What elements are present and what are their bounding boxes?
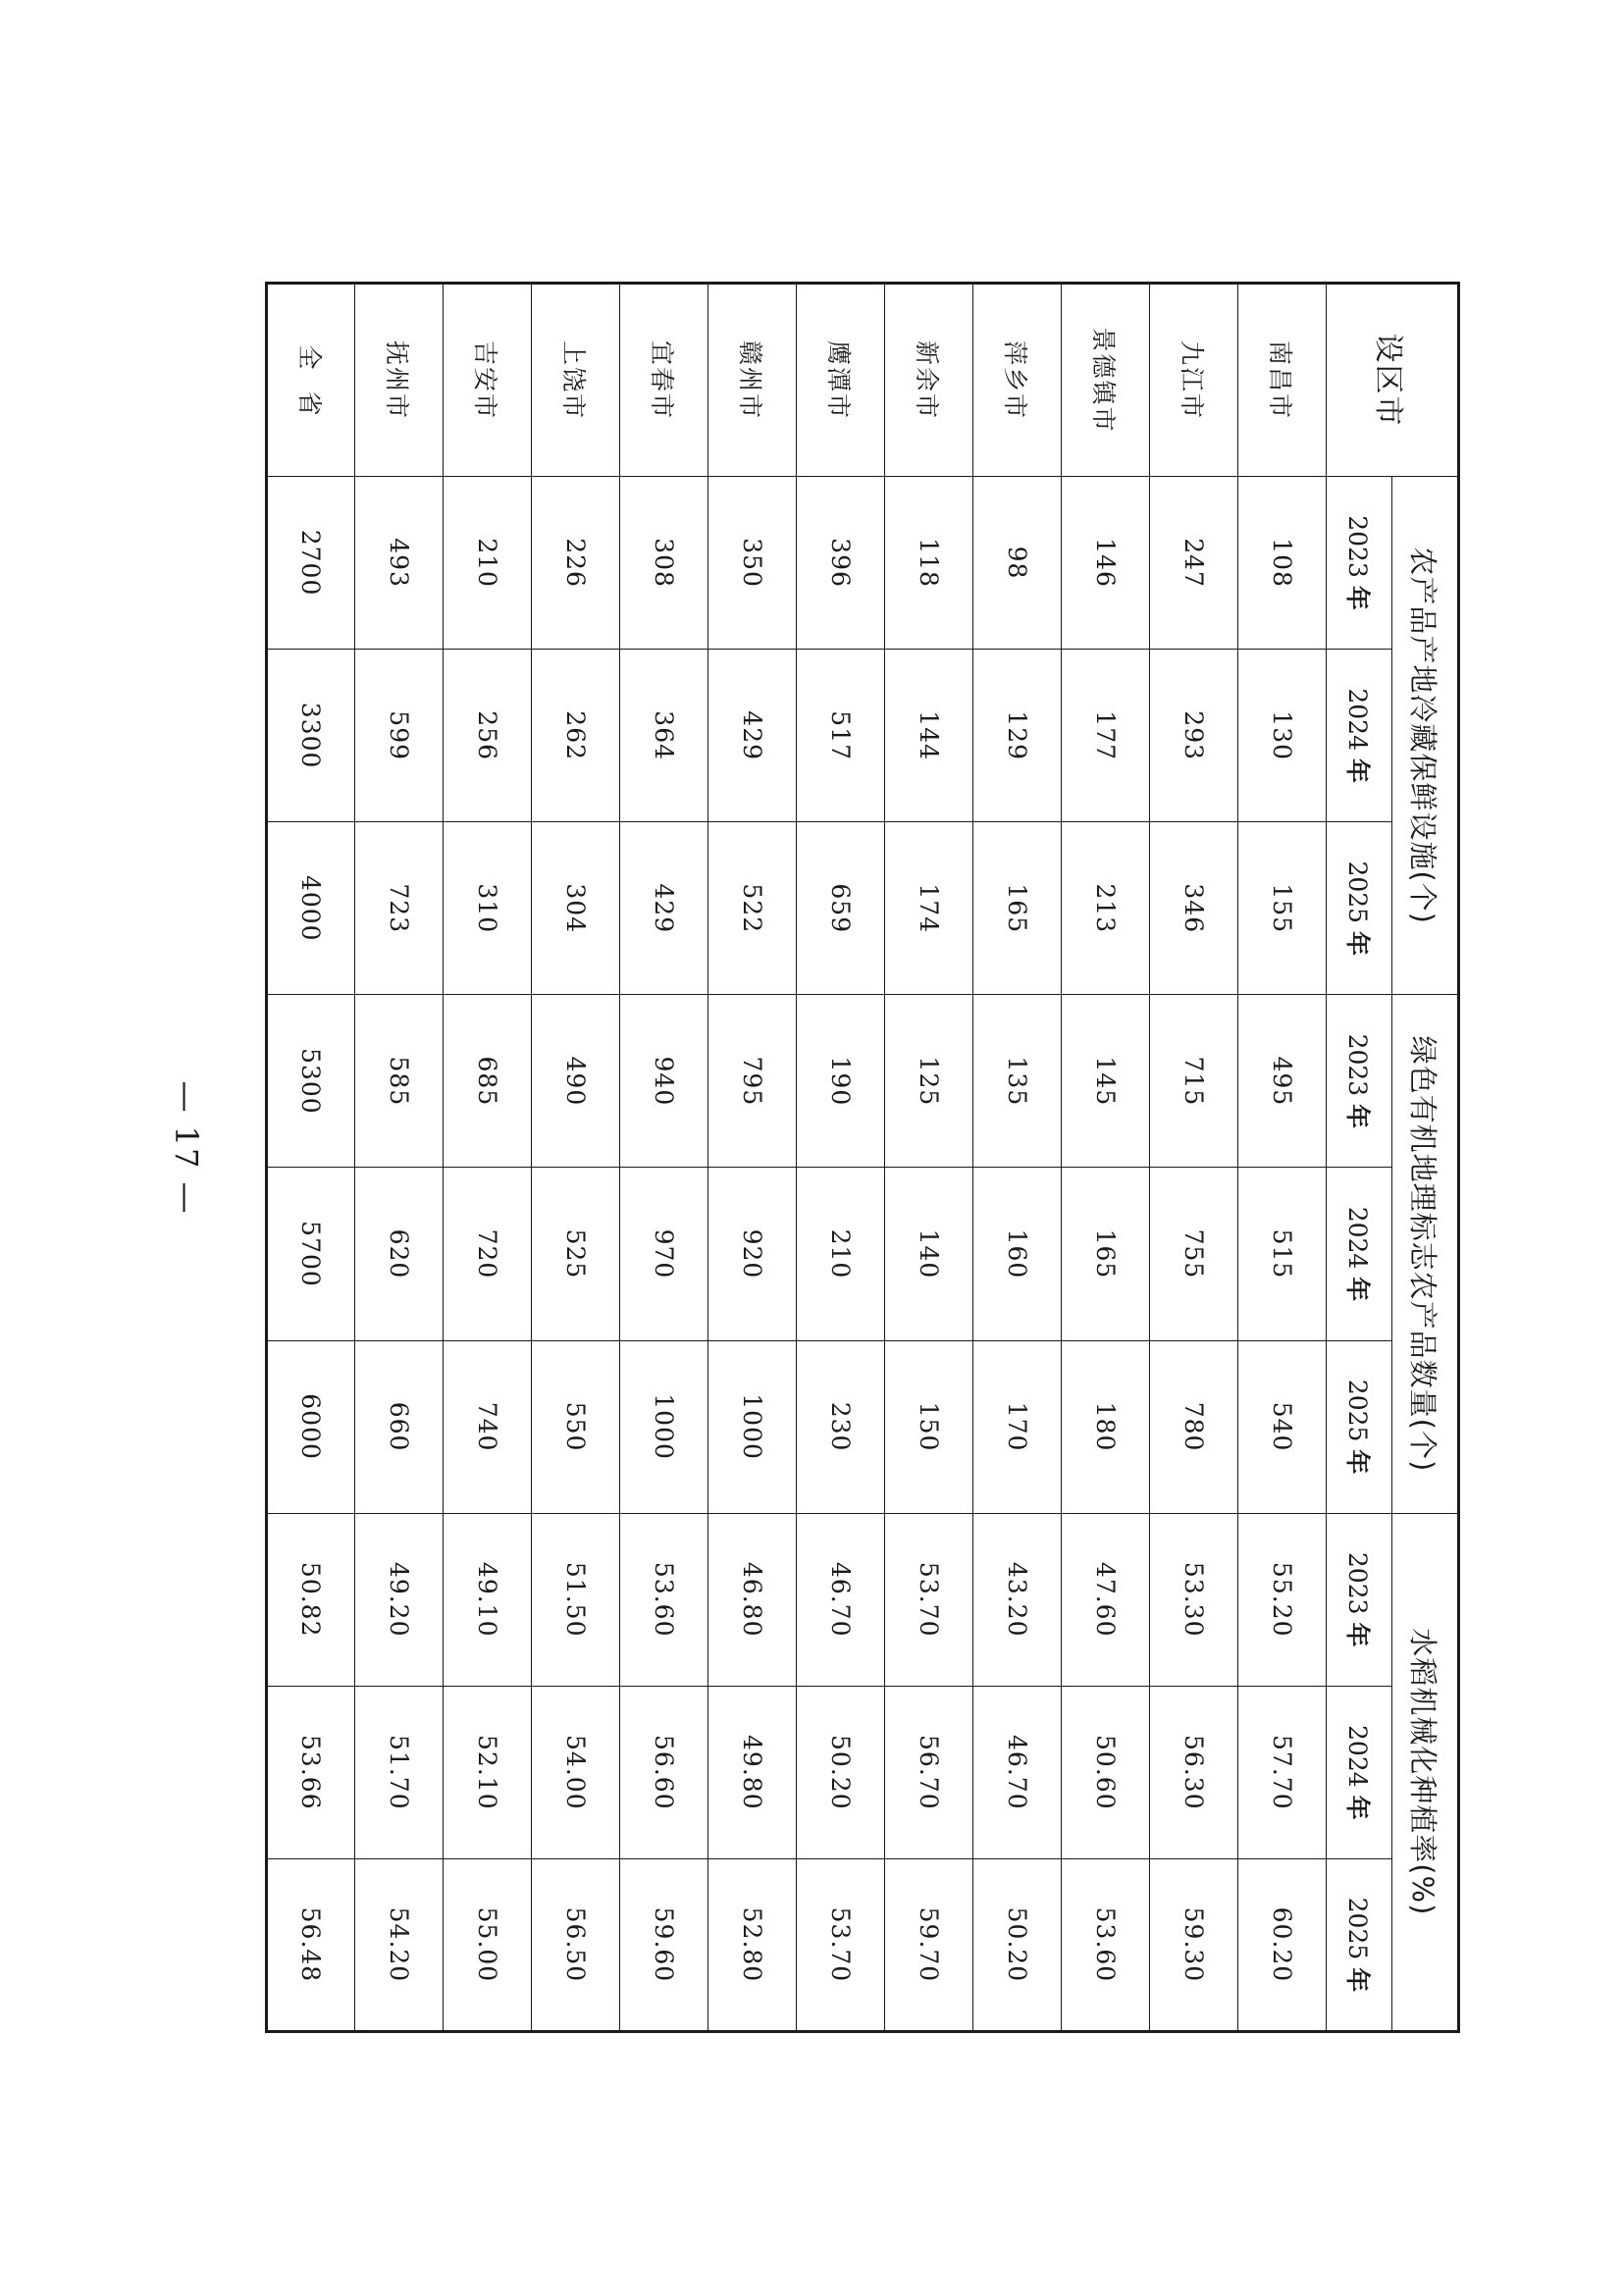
value-cell: 190 — [797, 995, 885, 1168]
city-column-header: 设区市 — [1327, 284, 1459, 477]
value-cell: 53.70 — [885, 1513, 973, 1686]
table-row — [885, 284, 973, 2032]
city-cell: 抚州市 — [355, 284, 444, 477]
table-row — [1062, 284, 1150, 2032]
value-cell: 6000 — [267, 1340, 355, 1513]
table-row — [267, 284, 355, 2032]
city-cell: 九江市 — [1150, 284, 1238, 477]
value-cell: 50.82 — [267, 1513, 355, 1686]
value-cell: 685 — [444, 995, 532, 1168]
value-cell: 310 — [444, 822, 532, 995]
year-number: 2025 — [1343, 1379, 1372, 1442]
value-cell: 210 — [444, 477, 532, 650]
city-cell: 全省 — [267, 284, 355, 477]
group-header-row — [1392, 284, 1459, 2032]
value-cell: 140 — [885, 1168, 973, 1340]
value-cell: 213 — [1062, 822, 1150, 995]
value-cell: 59.60 — [620, 1858, 708, 2031]
year-suffix: 年 — [1343, 1967, 1372, 1993]
year-header-cell — [1327, 822, 1392, 995]
year-header-cell — [1327, 477, 1392, 650]
city-cell: 上饶市 — [532, 284, 620, 477]
value-cell: 46.70 — [973, 1686, 1062, 1858]
group-header-rice-mechanization: 水稻机械化种植率(%) — [1392, 1513, 1459, 2031]
value-cell: 177 — [1062, 650, 1150, 822]
value-cell: 920 — [708, 1168, 797, 1340]
value-cell: 55.00 — [444, 1858, 532, 2031]
value-cell: 1000 — [708, 1340, 797, 1513]
year-suffix: 年 — [1343, 1104, 1372, 1129]
value-cell: 247 — [1150, 477, 1238, 650]
city-cell: 萍乡市 — [973, 284, 1062, 477]
value-cell: 740 — [444, 1340, 532, 1513]
value-cell: 940 — [620, 995, 708, 1168]
city-cell: 鹰潭市 — [797, 284, 885, 477]
table-row — [444, 284, 532, 2032]
year-header-cell — [1327, 650, 1392, 822]
value-cell: 493 — [355, 477, 444, 650]
value-cell: 180 — [1062, 1340, 1150, 1513]
value-cell: 515 — [1238, 1168, 1327, 1340]
value-cell: 60.20 — [1238, 1858, 1327, 2031]
year-number: 2024 — [1343, 1206, 1372, 1270]
year-number: 2025 — [1343, 1897, 1372, 1960]
value-cell: 59.30 — [1150, 1858, 1238, 2031]
value-cell: 659 — [797, 822, 885, 995]
value-cell: 53.60 — [620, 1513, 708, 1686]
value-cell: 5300 — [267, 995, 355, 1168]
value-cell: 56.60 — [620, 1686, 708, 1858]
year-header-cell — [1327, 1340, 1392, 1513]
value-cell: 723 — [355, 822, 444, 995]
value-cell: 125 — [885, 995, 973, 1168]
value-cell: 52.10 — [444, 1686, 532, 1858]
year-header-row — [1327, 284, 1392, 2032]
value-cell: 53.66 — [267, 1686, 355, 1858]
value-cell: 585 — [355, 995, 444, 1168]
value-cell: 57.70 — [1238, 1686, 1327, 1858]
value-cell: 304 — [532, 822, 620, 995]
year-suffix: 年 — [1343, 1449, 1372, 1475]
value-cell: 53.60 — [1062, 1858, 1150, 2031]
year-header-cell — [1327, 1686, 1392, 1858]
value-cell: 165 — [1062, 1168, 1150, 1340]
value-cell: 49.20 — [355, 1513, 444, 1686]
table-body — [267, 284, 1327, 2032]
value-cell: 146 — [1062, 477, 1150, 650]
value-cell: 47.60 — [1062, 1513, 1150, 1686]
city-cell: 南昌市 — [1238, 284, 1327, 477]
city-cell: 新余市 — [885, 284, 973, 477]
value-cell: 795 — [708, 995, 797, 1168]
value-cell: 429 — [708, 650, 797, 822]
table-row — [620, 284, 708, 2032]
value-cell: 226 — [532, 477, 620, 650]
value-cell: 262 — [532, 650, 620, 822]
value-cell: 51.50 — [532, 1513, 620, 1686]
value-cell: 43.20 — [973, 1513, 1062, 1686]
city-cell: 宜春市 — [620, 284, 708, 477]
value-cell: 54.00 — [532, 1686, 620, 1858]
table-row — [708, 284, 797, 2032]
value-cell: 490 — [532, 995, 620, 1168]
year-number: 2023 — [1343, 515, 1372, 578]
value-cell: 56.50 — [532, 1858, 620, 2031]
value-cell: 155 — [1238, 822, 1327, 995]
year-number: 2024 — [1343, 1725, 1372, 1788]
table-row — [1238, 284, 1327, 2032]
year-number: 2025 — [1343, 861, 1372, 924]
value-cell: 46.70 — [797, 1513, 885, 1686]
value-cell: 54.20 — [355, 1858, 444, 2031]
year-number: 2023 — [1343, 1551, 1372, 1615]
value-cell: 98 — [973, 477, 1062, 650]
statistics-table — [265, 282, 1460, 2033]
value-cell: 620 — [355, 1168, 444, 1340]
value-cell: 56.30 — [1150, 1686, 1238, 1858]
value-cell: 4000 — [267, 822, 355, 995]
value-cell: 517 — [797, 650, 885, 822]
value-cell: 56.70 — [885, 1686, 973, 1858]
rotated-table-container — [271, 282, 1460, 2033]
value-cell: 350 — [708, 477, 797, 650]
table-row — [797, 284, 885, 2032]
year-suffix: 年 — [1343, 757, 1372, 783]
value-cell: 50.20 — [973, 1858, 1062, 2031]
year-suffix: 年 — [1343, 1795, 1372, 1820]
value-cell: 715 — [1150, 995, 1238, 1168]
value-cell: 145 — [1062, 995, 1150, 1168]
value-cell: 540 — [1238, 1340, 1327, 1513]
value-cell: 293 — [1150, 650, 1238, 822]
table-row — [355, 284, 444, 2032]
value-cell: 1000 — [620, 1340, 708, 1513]
value-cell: 174 — [885, 822, 973, 995]
year-suffix: 年 — [1343, 1277, 1372, 1302]
value-cell: 599 — [355, 650, 444, 822]
city-cell: 赣州市 — [708, 284, 797, 477]
value-cell: 144 — [885, 650, 973, 822]
value-cell: 170 — [973, 1340, 1062, 1513]
value-cell: 55.20 — [1238, 1513, 1327, 1686]
year-header-cell — [1327, 1168, 1392, 1340]
value-cell: 160 — [973, 1168, 1062, 1340]
year-number: 2024 — [1343, 688, 1372, 751]
value-cell: 364 — [620, 650, 708, 822]
value-cell: 210 — [797, 1168, 885, 1340]
year-header-cell — [1327, 1513, 1392, 1686]
group-header-green-organic: 绿色有机地理标志农产品数量(个) — [1392, 995, 1459, 1513]
value-cell: 720 — [444, 1168, 532, 1340]
table-row — [973, 284, 1062, 2032]
value-cell: 525 — [532, 1168, 620, 1340]
value-cell: 129 — [973, 650, 1062, 822]
value-cell: 52.80 — [708, 1858, 797, 2031]
value-cell: 755 — [1150, 1168, 1238, 1340]
value-cell: 550 — [532, 1340, 620, 1513]
year-number: 2023 — [1343, 1033, 1372, 1097]
value-cell: 56.48 — [267, 1858, 355, 2031]
value-cell: 429 — [620, 822, 708, 995]
year-header-cell — [1327, 995, 1392, 1168]
value-cell: 230 — [797, 1340, 885, 1513]
table-row — [1150, 284, 1238, 2032]
value-cell: 59.70 — [885, 1858, 973, 2031]
value-cell: 118 — [885, 477, 973, 650]
value-cell: 46.80 — [708, 1513, 797, 1686]
value-cell: 346 — [1150, 822, 1238, 995]
value-cell: 165 — [973, 822, 1062, 995]
value-cell: 522 — [708, 822, 797, 995]
value-cell: 150 — [885, 1340, 973, 1513]
value-cell: 50.60 — [1062, 1686, 1150, 1858]
value-cell: 53.70 — [797, 1858, 885, 2031]
value-cell: 3300 — [267, 650, 355, 822]
city-cell: 景德镇市 — [1062, 284, 1150, 477]
year-suffix: 年 — [1343, 931, 1372, 957]
value-cell: 970 — [620, 1168, 708, 1340]
value-cell: 2700 — [267, 477, 355, 650]
value-cell: 49.10 — [444, 1513, 532, 1686]
value-cell: 135 — [973, 995, 1062, 1168]
value-cell: 49.80 — [708, 1686, 797, 1858]
table-row — [532, 284, 620, 2032]
value-cell: 51.70 — [355, 1686, 444, 1858]
city-cell: 吉安市 — [444, 284, 532, 477]
value-cell: 53.30 — [1150, 1513, 1238, 1686]
value-cell: 660 — [355, 1340, 444, 1513]
value-cell: 495 — [1238, 995, 1327, 1168]
year-suffix: 年 — [1343, 585, 1372, 610]
value-cell: 130 — [1238, 650, 1327, 822]
value-cell: 256 — [444, 650, 532, 822]
value-cell: 108 — [1238, 477, 1327, 650]
value-cell: 5700 — [267, 1168, 355, 1340]
value-cell: 396 — [797, 477, 885, 650]
page-number: — 17 — — [168, 1080, 205, 1216]
value-cell: 50.20 — [797, 1686, 885, 1858]
value-cell: 780 — [1150, 1340, 1238, 1513]
year-suffix: 年 — [1343, 1622, 1372, 1647]
year-header-cell — [1327, 1858, 1392, 2031]
group-header-cold-storage: 农产品产地冷藏保鲜设施(个) — [1392, 477, 1459, 995]
value-cell: 308 — [620, 477, 708, 650]
